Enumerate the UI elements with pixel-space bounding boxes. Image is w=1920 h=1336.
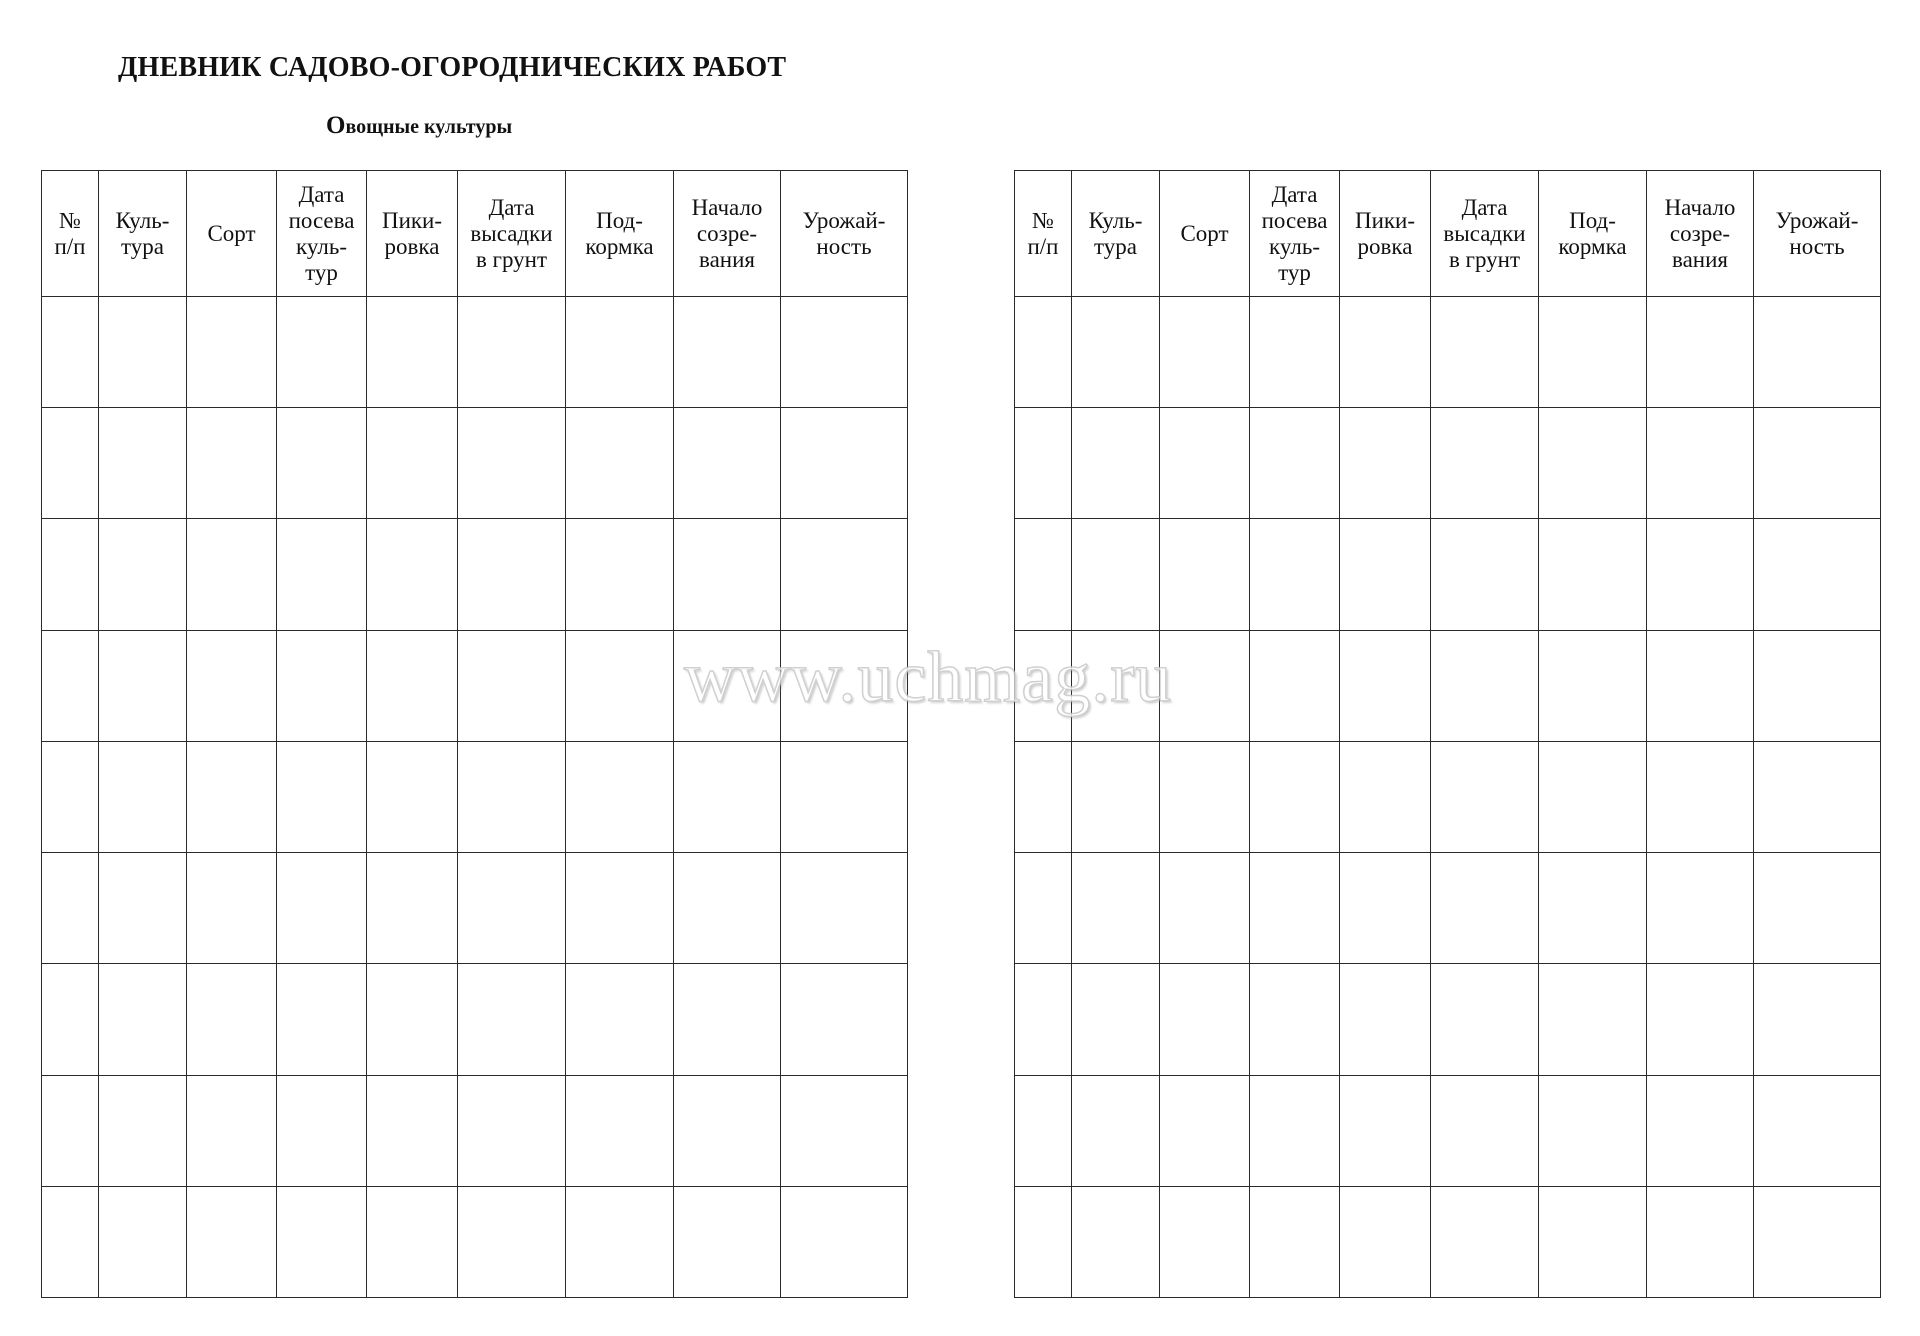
table-cell: [1340, 964, 1431, 1075]
table-cell: [781, 741, 908, 852]
table-cell: [1647, 853, 1754, 964]
table-cell: [42, 408, 99, 519]
table-cell: [367, 297, 458, 408]
table-cell: [277, 408, 367, 519]
table-cell: [1754, 297, 1881, 408]
table-cell: [566, 297, 674, 408]
table-cell: [566, 1186, 674, 1297]
table-cell: [1015, 964, 1072, 1075]
table-cell: [1250, 408, 1340, 519]
table-cell: [1539, 1186, 1647, 1297]
table-cell: [367, 964, 458, 1075]
table-cell: [42, 1075, 99, 1186]
table-cell: [1340, 1186, 1431, 1297]
table-cell: [566, 630, 674, 741]
table-row: [1015, 1186, 1881, 1297]
table-cell: [1160, 297, 1250, 408]
table-cell: [1647, 741, 1754, 852]
header-ripening-start: Начало созре- вания: [1647, 171, 1754, 297]
table-cell: [458, 1075, 566, 1186]
table-cell: [1250, 1075, 1340, 1186]
table-cell: [1250, 630, 1340, 741]
table-cell: [1754, 853, 1881, 964]
table-cell: [1072, 964, 1160, 1075]
table-cell: [1431, 853, 1539, 964]
table-cell: [674, 964, 781, 1075]
table-cell: [187, 297, 277, 408]
header-number: № п/п: [1015, 171, 1072, 297]
table-cell: [1072, 853, 1160, 964]
table-cell: [1431, 964, 1539, 1075]
subtitle-rest: вощные культуры: [345, 116, 513, 138]
table-cell: [187, 1075, 277, 1186]
table-cell: [1015, 741, 1072, 852]
table-cell: [781, 1075, 908, 1186]
diary-table-left: [41, 170, 908, 1298]
table-cell: [1160, 741, 1250, 852]
table-cell: [1340, 1075, 1431, 1186]
table-cell: [1431, 297, 1539, 408]
table-row: [42, 297, 908, 408]
table-row: [1015, 519, 1881, 630]
table-row: [1015, 408, 1881, 519]
table-row: [1015, 297, 1881, 408]
table-cell: [42, 519, 99, 630]
table-row: [1015, 853, 1881, 964]
table-row: [1015, 741, 1881, 852]
table-cell: [42, 741, 99, 852]
table-cell: [99, 741, 187, 852]
table-cell: [781, 297, 908, 408]
diary-table-right: [1014, 170, 1881, 1298]
table-cell: [367, 853, 458, 964]
table-cell: [1250, 519, 1340, 630]
header-variety: Сорт: [187, 171, 277, 297]
table-cell: [1340, 519, 1431, 630]
table-row: [42, 964, 908, 1075]
table-cell: [1250, 964, 1340, 1075]
watermark: www.uchmag.ru: [684, 637, 1173, 717]
header-ripening-start: Начало созре- вания: [674, 171, 781, 297]
table-cell: [566, 1075, 674, 1186]
table-cell: [1072, 1075, 1160, 1186]
table-cell: [1160, 1186, 1250, 1297]
table-cell: [99, 630, 187, 741]
subtitle-first-letter: О: [326, 112, 346, 139]
header-planting-date: Дата высадки в грунт: [458, 171, 566, 297]
table-cell: [1754, 1186, 1881, 1297]
table-cell: [277, 1186, 367, 1297]
table-cell: [42, 630, 99, 741]
header-feeding: Под- кормка: [1539, 171, 1647, 297]
table-cell: [1647, 408, 1754, 519]
table-cell: [187, 630, 277, 741]
table-cell: [1539, 630, 1647, 741]
table-cell: [99, 853, 187, 964]
table-cell: [367, 408, 458, 519]
table-cell: [277, 964, 367, 1075]
table-header-row: [1015, 171, 1881, 297]
table-cell: [1431, 519, 1539, 630]
table-cell: [674, 519, 781, 630]
table-cell: [187, 1186, 277, 1297]
table-cell: [1160, 408, 1250, 519]
table-cell: [1647, 630, 1754, 741]
table-cell: [1160, 630, 1250, 741]
table-cell: [1160, 1075, 1250, 1186]
table-cell: [1539, 741, 1647, 852]
table-cell: [1015, 1075, 1072, 1186]
table-cell: [458, 853, 566, 964]
table-row: [42, 1186, 908, 1297]
table-cell: [367, 630, 458, 741]
table-cell: [566, 741, 674, 852]
table-cell: [99, 519, 187, 630]
table-cell: [674, 1186, 781, 1297]
table-cell: [187, 408, 277, 519]
page-subtitle: [326, 112, 512, 140]
table-cell: [277, 741, 367, 852]
table-cell: [458, 741, 566, 852]
table-cell: [277, 853, 367, 964]
table-cell: [1250, 297, 1340, 408]
table-cell: [1647, 519, 1754, 630]
table-cell: [187, 964, 277, 1075]
header-feeding: Под- кормка: [566, 171, 674, 297]
table-cell: [1539, 519, 1647, 630]
table-row: [42, 1075, 908, 1186]
header-yield: Урожай- ность: [1754, 171, 1881, 297]
table-cell: [367, 1186, 458, 1297]
table-cell: [187, 853, 277, 964]
table-cell: [674, 853, 781, 964]
table-cell: [42, 1186, 99, 1297]
table-cell: [277, 630, 367, 741]
table-cell: [1539, 964, 1647, 1075]
table-body: [42, 297, 908, 1298]
table-cell: [1431, 741, 1539, 852]
table-cell: [458, 297, 566, 408]
table-cell: [99, 408, 187, 519]
table-cell: [781, 964, 908, 1075]
table-cell: [1250, 1186, 1340, 1297]
table-cell: [458, 408, 566, 519]
table-cell: [674, 408, 781, 519]
table-cell: [458, 964, 566, 1075]
table-cell: [99, 1186, 187, 1297]
table-cell: [1431, 630, 1539, 741]
table-cell: [1340, 853, 1431, 964]
table-cell: [781, 519, 908, 630]
table-cell: [1647, 964, 1754, 1075]
table-cell: [1539, 853, 1647, 964]
header-pricking: Пики- ровка: [1340, 171, 1431, 297]
table-cell: [458, 1186, 566, 1297]
table-cell: [1539, 297, 1647, 408]
table-cell: [277, 519, 367, 630]
table-header-row: [42, 171, 908, 297]
table-row: [42, 519, 908, 630]
table-cell: [1015, 1186, 1072, 1297]
table-cell: [367, 519, 458, 630]
table-cell: [1015, 408, 1072, 519]
table-cell: [1431, 1075, 1539, 1186]
table-cell: [1647, 297, 1754, 408]
table-cell: [277, 1075, 367, 1186]
table-cell: [99, 297, 187, 408]
table-cell: [1754, 741, 1881, 852]
header-culture: Куль- тура: [99, 171, 187, 297]
table-cell: [1250, 853, 1340, 964]
table-cell: [367, 1075, 458, 1186]
table-cell: [187, 741, 277, 852]
table-cell: [1647, 1075, 1754, 1186]
table-cell: [1340, 297, 1431, 408]
table-cell: [566, 519, 674, 630]
table-cell: [99, 1075, 187, 1186]
table-row: [42, 408, 908, 519]
table-cell: [674, 1075, 781, 1186]
table-cell: [1431, 1186, 1539, 1297]
header-sowing-date: Дата посева куль- тур: [1250, 171, 1340, 297]
table-cell: [781, 853, 908, 964]
table-row: [42, 853, 908, 964]
table-cell: [458, 630, 566, 741]
table-cell: [1754, 1075, 1881, 1186]
table-cell: [367, 741, 458, 852]
table-cell: [99, 964, 187, 1075]
table-cell: [1160, 853, 1250, 964]
table-cell: [42, 964, 99, 1075]
table-cell: [781, 408, 908, 519]
table-cell: [781, 1186, 908, 1297]
table-cell: [1754, 964, 1881, 1075]
table-cell: [1160, 519, 1250, 630]
header-number: № п/п: [42, 171, 99, 297]
header-variety: Сорт: [1160, 171, 1250, 297]
table-cell: [566, 853, 674, 964]
table-cell: [1160, 964, 1250, 1075]
table-cell: [1647, 1186, 1754, 1297]
table-cell: [1539, 408, 1647, 519]
table-cell: [1340, 630, 1431, 741]
table-body: [1015, 297, 1881, 1298]
table-cell: [1431, 408, 1539, 519]
table-cell: [1015, 297, 1072, 408]
table-cell: [42, 853, 99, 964]
table-cell: [1072, 741, 1160, 852]
table-cell: [566, 964, 674, 1075]
table-row: [1015, 1075, 1881, 1186]
page-title: ДНЕВНИК САДОВО-ОГОРОДНИЧЕСКИХ РАБОТ: [118, 52, 787, 83]
table-cell: [1754, 408, 1881, 519]
table-cell: [674, 741, 781, 852]
table-cell: [674, 297, 781, 408]
table-row: [1015, 964, 1881, 1075]
table-cell: [458, 519, 566, 630]
table-cell: [1072, 297, 1160, 408]
table-cell: [1250, 741, 1340, 852]
table-cell: [1072, 1186, 1160, 1297]
table-cell: [42, 297, 99, 408]
header-yield: Урожай- ность: [781, 171, 908, 297]
header-planting-date: Дата высадки в грунт: [1431, 171, 1539, 297]
table-cell: [1754, 519, 1881, 630]
table-cell: [1072, 408, 1160, 519]
table-cell: [1072, 519, 1160, 630]
table-cell: [1340, 741, 1431, 852]
header-sowing-date: Дата посева куль- тур: [277, 171, 367, 297]
table-row: [42, 741, 908, 852]
table-cell: [1015, 853, 1072, 964]
table-cell: [1340, 408, 1431, 519]
table-cell: [1015, 519, 1072, 630]
table-cell: [1539, 1075, 1647, 1186]
table-cell: [1754, 630, 1881, 741]
table-cell: [277, 297, 367, 408]
table-cell: [187, 519, 277, 630]
header-culture: Куль- тура: [1072, 171, 1160, 297]
header-pricking: Пики- ровка: [367, 171, 458, 297]
table-cell: [566, 408, 674, 519]
